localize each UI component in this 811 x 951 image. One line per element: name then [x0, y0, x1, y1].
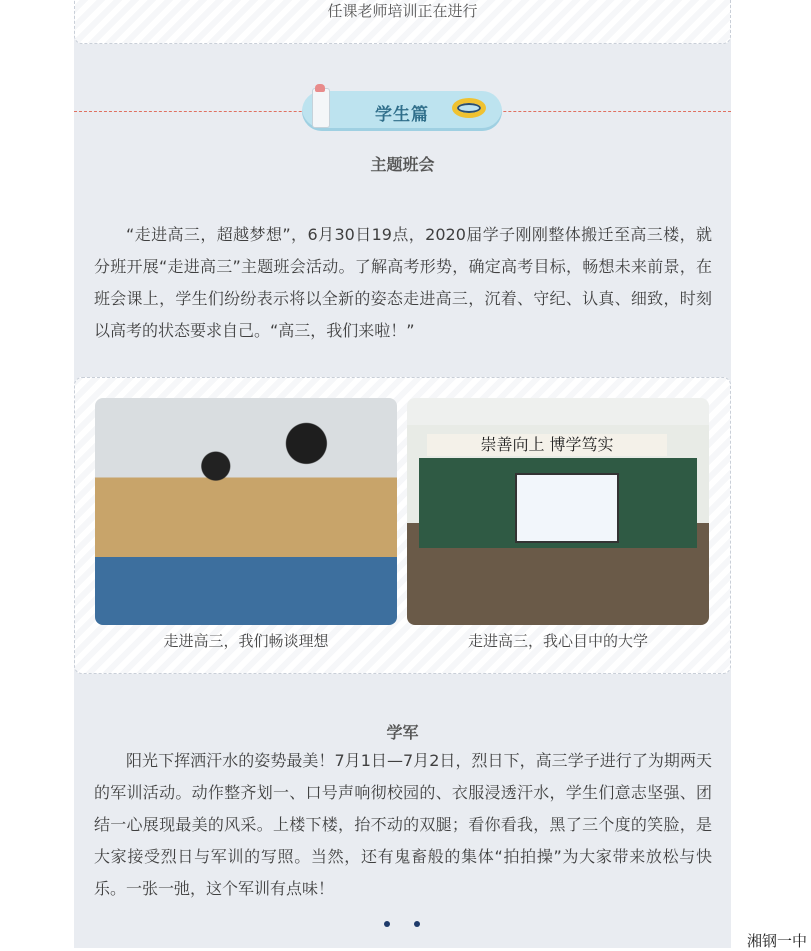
section-badge-label: 学生篇 — [375, 105, 429, 125]
projector-screen — [515, 473, 619, 543]
carousel-dot[interactable] — [414, 921, 420, 927]
swim-ring-icon — [452, 98, 486, 118]
photo-caption-2: 走进高三，我心目中的大学 — [467, 632, 648, 650]
section-title-class-meeting: 主题班会 — [370, 155, 435, 174]
photo-caption-1: 走进高三，我们畅谈理想 — [163, 632, 329, 650]
paragraph-military: 阳光下挥洒汗水的姿势最美！7月1日—7月2日，烈日下，高三学子进行了为期两天的军训活动。动作整齐划一、口号声响彻校园的、衣服浸透汗水，学生们意志坚强、团结一心展现最美的风采。上楼下楼，抬不动的双腿；看你看我，黑了三个度的笑脸，是大家接受烈日与军训的写照。当然，还有鬼畜般的集体“拍拍操”为大家带来放松与快乐。一张一弛，这个军训有点味！ — [94, 751, 712, 898]
paragraph-class-meeting: “走进高三，超越梦想”，6月30日19点，2020届学子刚刚整体搬迁至高三楼，就分班开展“走进高三”主题班会活动。了解高考形势，确定高考目标，畅想未来前景，在班会课上，学生们纷纷表示将以全新的姿态走进高三，沉着、守纪、认真、细致，时刻以高考的状态要求自己。“高三，我们来啦！” — [94, 225, 712, 340]
photo-caption-card-top — [74, 0, 731, 44]
watermark-text: 湘钢一中 — [746, 932, 807, 950]
carousel-dot[interactable] — [384, 921, 390, 927]
section-title-military: 学军 — [386, 723, 419, 742]
cup-icon — [312, 88, 330, 128]
classroom-banner: 崇善向上 博学笃实 — [427, 434, 667, 456]
photo-class-presentation[interactable] — [407, 398, 709, 625]
photo-caption: 任课老师培训正在进行 — [327, 2, 478, 20]
photo-students-discussing[interactable] — [95, 398, 397, 625]
